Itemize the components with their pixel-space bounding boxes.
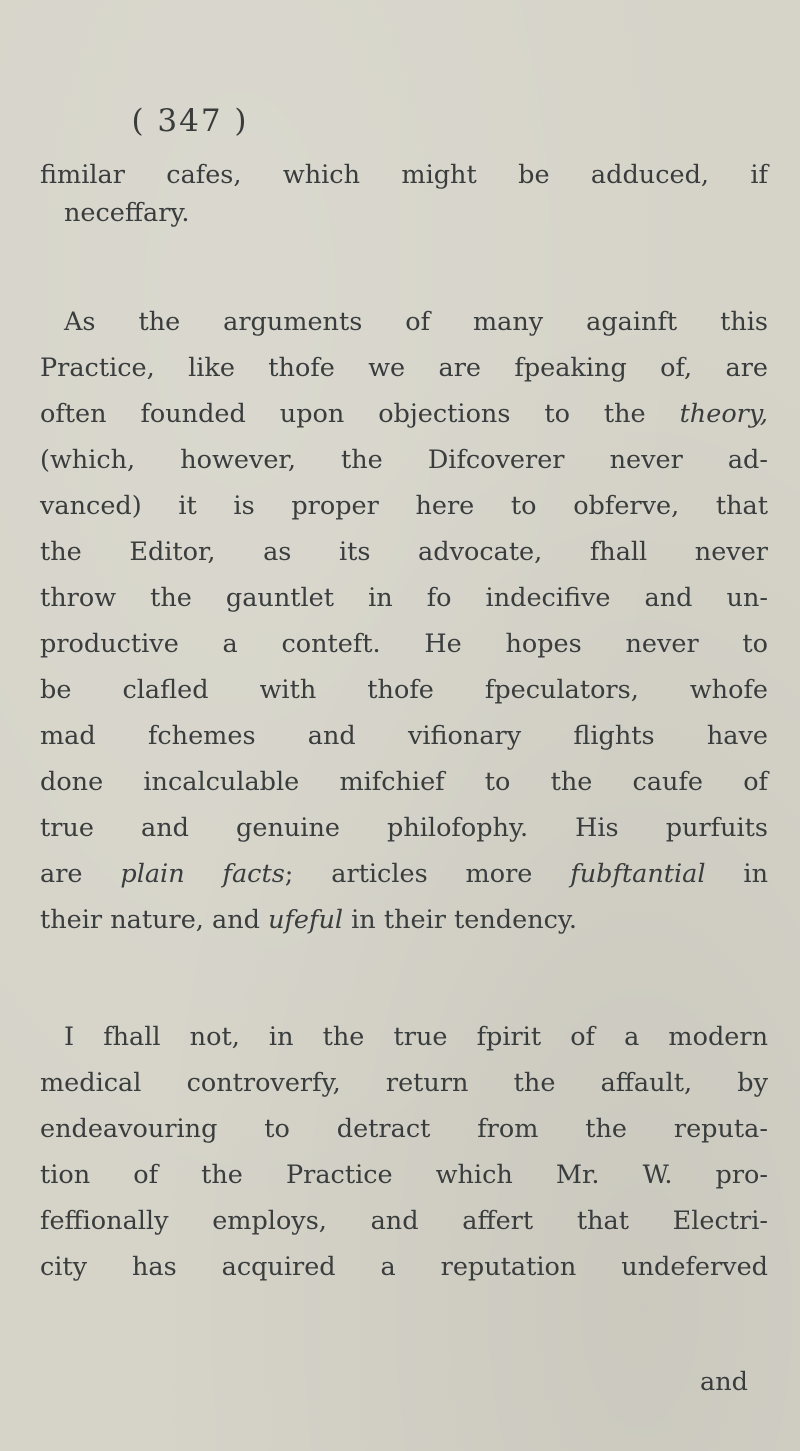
text-line: city has acquired a reputation undeferved xyxy=(40,1252,768,1282)
text-line: vanced) it is proper here to obferve, that xyxy=(40,491,768,521)
text-line: mad fchemes and vifionary flights have xyxy=(40,721,768,751)
text-line: often founded upon objections to the theory, xyxy=(40,399,768,429)
text-line: done incalculable mifchief to the caufe of xyxy=(40,767,768,797)
catchword: and xyxy=(700,1367,748,1397)
text-line: feffionally employs, and affert that Electri- xyxy=(40,1206,768,1236)
text-line: productive a conteft. He hopes never to xyxy=(40,629,768,659)
text-line: As the arguments of many againft this xyxy=(64,307,768,337)
text-line: are plain facts; articles more fubftantial in xyxy=(40,859,768,889)
text-line: endeavouring to detract from the reputa- xyxy=(40,1114,768,1144)
text-line: the Editor, as its advocate, fhall never xyxy=(40,537,768,567)
text-line: be clafled with thofe fpeculators, whofe xyxy=(40,675,768,705)
text-line: true and genuine philofophy. His purfuits xyxy=(40,813,768,843)
text-line: medical controverfy, return the affault, by xyxy=(40,1068,768,1098)
text-line: (which, however, the Difcoverer never ad- xyxy=(40,445,768,475)
text-line: tion of the Practice which Mr. W. pro- xyxy=(40,1160,768,1190)
text-line: fimilar cafes, which might be adduced, if xyxy=(40,160,768,190)
page-number: ( 347 ) xyxy=(131,103,249,139)
text-line: their nature, and ufeful in their tendency. xyxy=(40,905,578,935)
text-line: throw the gauntlet in fo indecifive and un- xyxy=(40,583,768,613)
text-line: neceffary. xyxy=(64,198,190,228)
text-line: I fhall not, in the true fpirit of a modern xyxy=(64,1022,768,1052)
text-line: Practice, like thofe we are fpeaking of, are xyxy=(40,353,768,383)
